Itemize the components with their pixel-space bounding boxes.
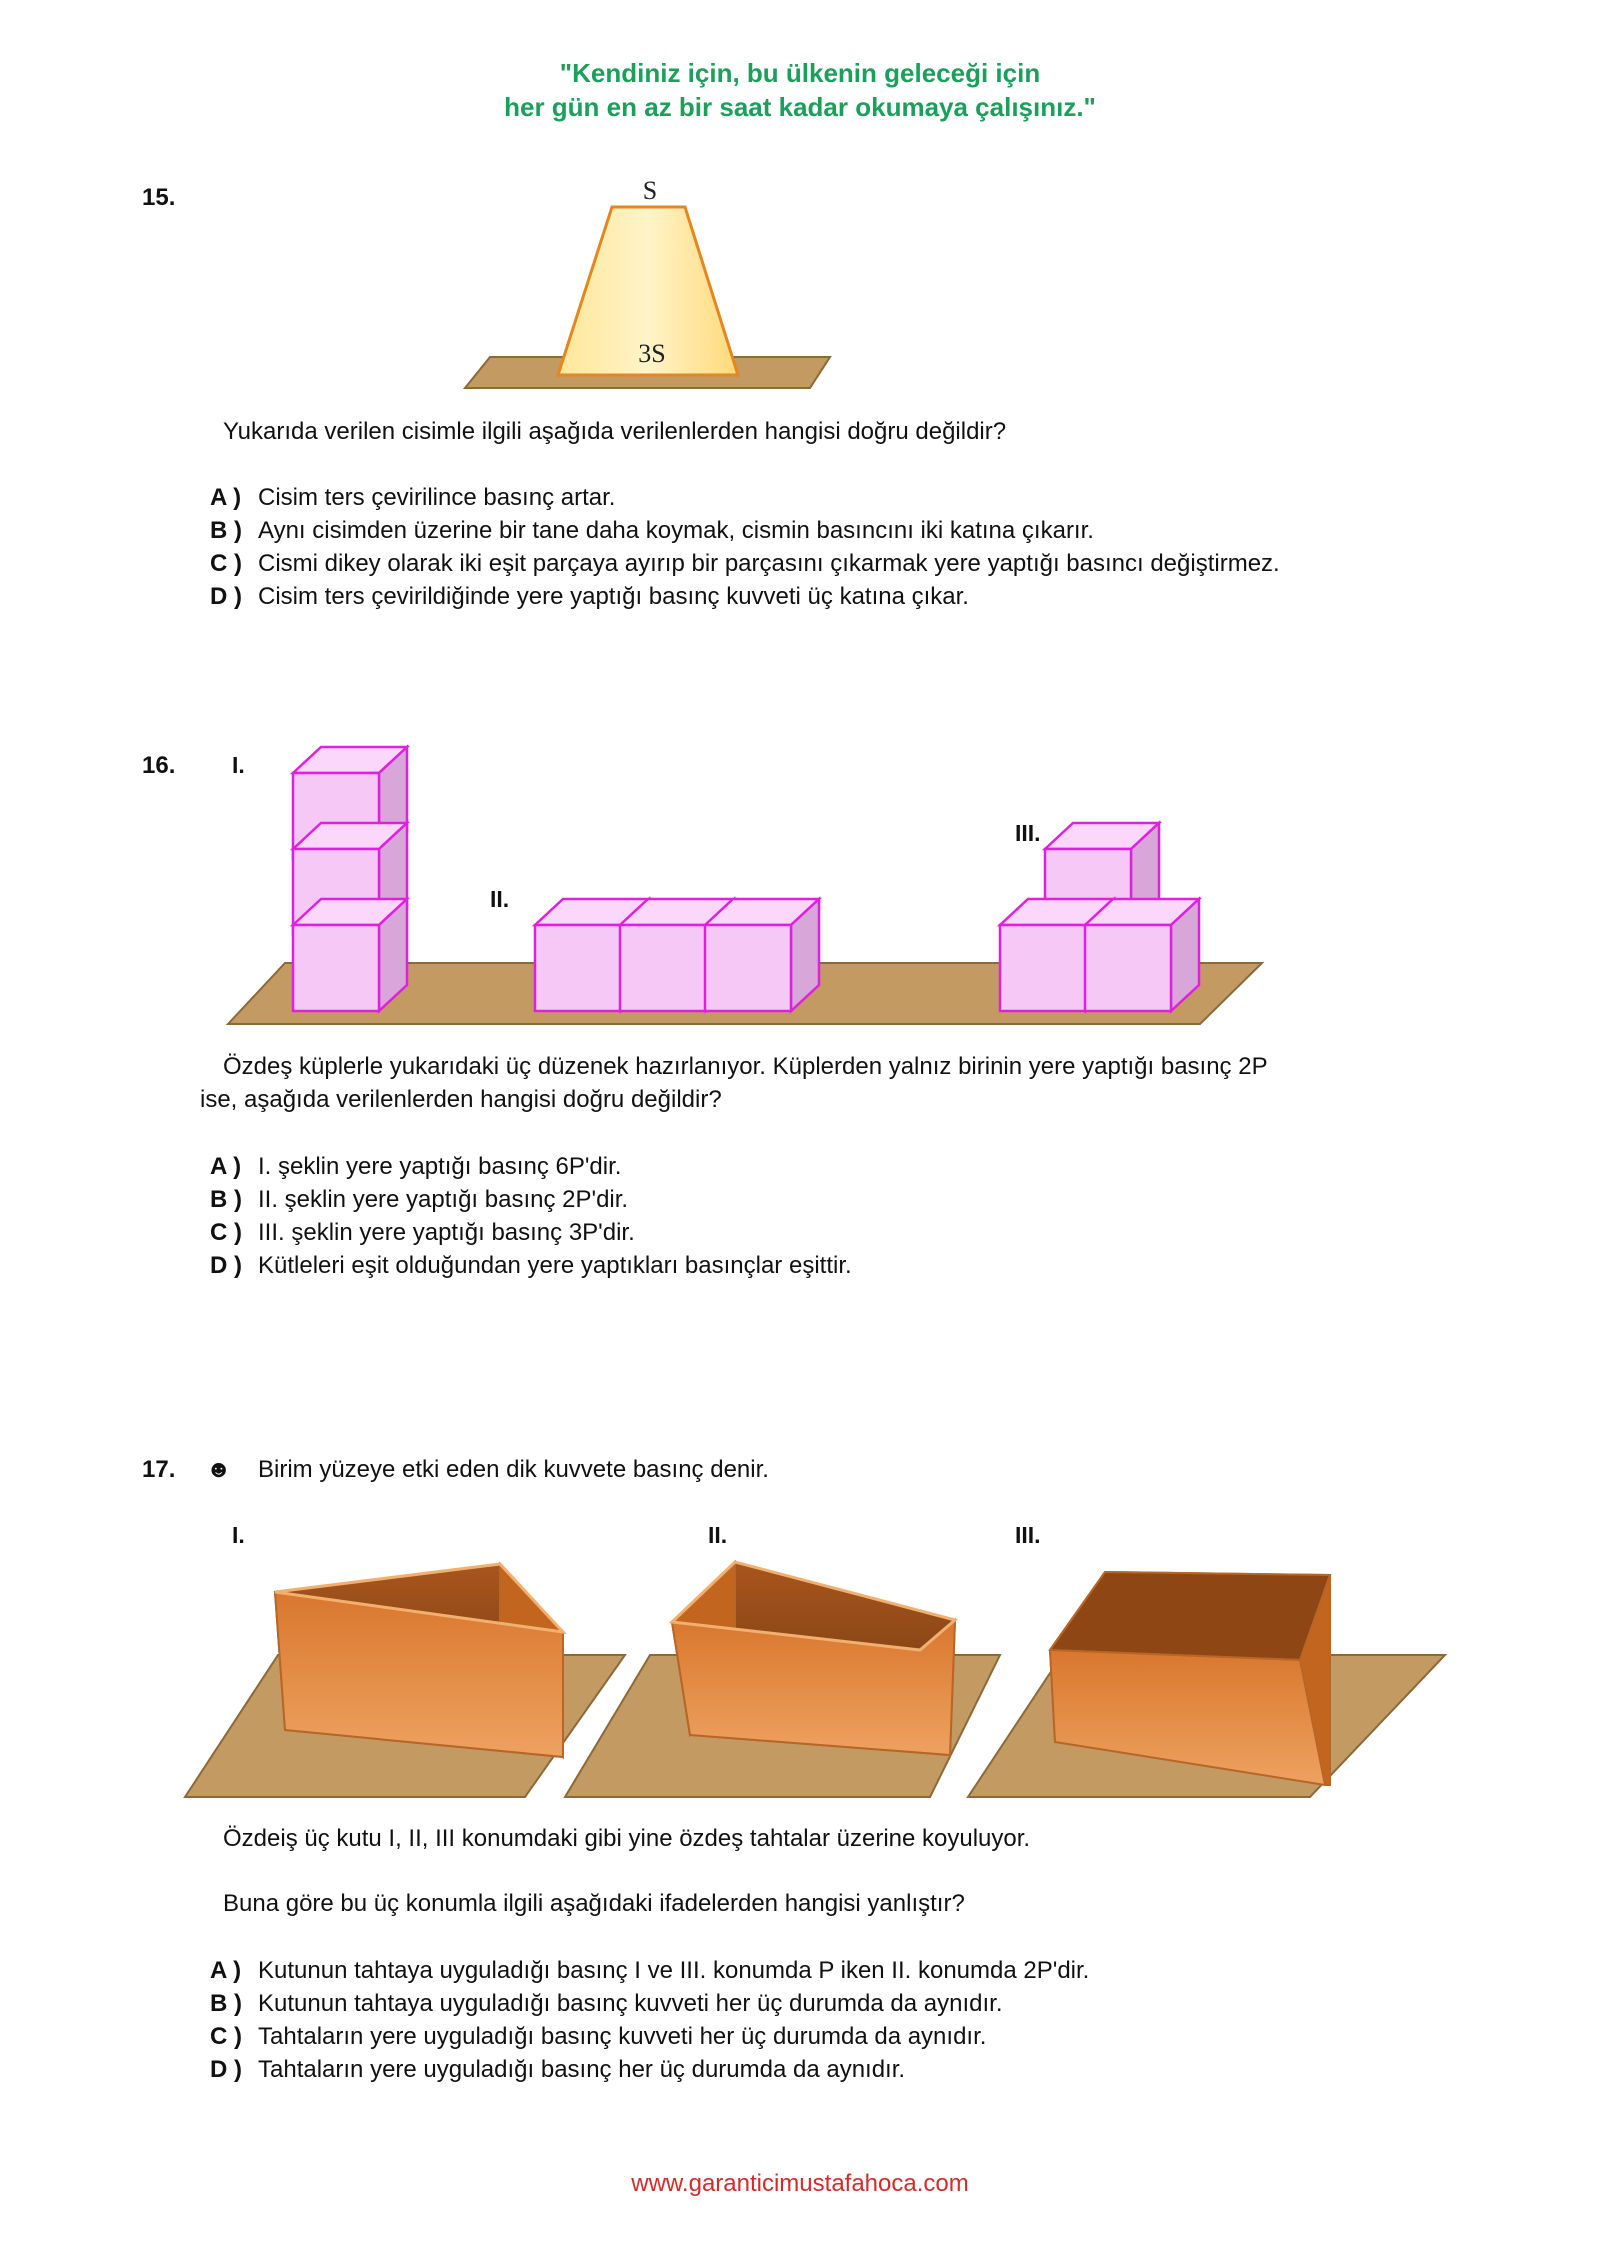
q17-statement: Birim yüzeye etki eden dik kuvvete basınç denir. <box>258 1456 769 1483</box>
option-text: Tahtaların yere uyguladığı basınç kuvveti her üç durumda da aynıdır. <box>258 2023 987 2050</box>
q17-label-iii: III. <box>1015 1522 1041 1548</box>
q16-label-iii: III. <box>1015 820 1041 846</box>
option-text: Aynı cisimden üzerine bir tane daha koymak, cismin basıncını iki katına çıkarır. <box>258 517 1094 544</box>
option-text: Tahtaların yere uyguladığı basınç her üç durumda da aynıdır. <box>258 2056 906 2083</box>
q17-question: Buna göre bu üç konumla ilgili aşağıdaki ifadelerden hangisi yanlıştır? <box>223 1890 965 1917</box>
q16-question-line-2: ise, aşağıda verilenlerden hangisi doğru değildir? <box>200 1086 722 1113</box>
option-text: Cisim ters çevirildiğinde yere yaptığı basınç kuvveti üç katına çıkar. <box>258 583 969 610</box>
q17-option-b[interactable] <box>210 1987 1089 2020</box>
option-letter: B ) <box>210 1186 242 1213</box>
q15-bottom-label: 3S <box>638 339 666 368</box>
option-text: I. şeklin yere yaptığı basınç 6P'dir. <box>258 1153 622 1180</box>
option-letter: A ) <box>210 484 242 511</box>
option-letter: C ) <box>210 2023 242 2050</box>
q15-question: Yukarıda verilen cisimle ilgili aşağıda verilenlerden hangisi doğru değildir? <box>223 418 1007 445</box>
option-letter: D ) <box>210 2056 242 2083</box>
q17-box-i <box>275 1564 563 1757</box>
option-text: Kutunun tahtaya uyguladığı basınç kuvveti her üç durumda da aynıdır. <box>258 1990 1003 2017</box>
option-text: III. şeklin yere yaptığı basınç 3P'dir. <box>258 1219 635 1246</box>
q17-options <box>210 1954 1089 2086</box>
q15-number: 15. <box>142 184 176 211</box>
option-letter: A ) <box>210 1957 242 1984</box>
motto-line-1: "Kendiniz için, bu ülkenin geleceği için <box>559 58 1041 88</box>
q16-number: 16. <box>142 752 176 779</box>
q17-intro: Özdeiş üç kutu I, II, III konumdaki gibi yine özdeş tahtalar üzerine koyuluyor. <box>223 1825 1031 1852</box>
q17-option-d[interactable] <box>210 2053 1089 2086</box>
option-text: II. şeklin yere yaptığı basınç 2P'dir. <box>258 1186 629 1213</box>
option-text: Kutunun tahtaya uyguladığı basınç I ve III. konumda P iken II. konumda 2P'dir. <box>258 1957 1090 1984</box>
q17-box-ii <box>672 1562 955 1755</box>
option-text: Cisim ters çevirilince basınç artar. <box>258 484 616 511</box>
option-letter: D ) <box>210 583 242 610</box>
q17-label-ii: II. <box>708 1522 728 1548</box>
q16-question-line-1: Özdeş küplerle yukarıdaki üç düzenek hazırlanıyor. Küplerden yalnız birinin yere yaptığı basınç 2P <box>223 1053 1268 1080</box>
option-letter: C ) <box>210 1219 242 1246</box>
option-text: Kütleleri eşit olduğundan yere yaptıkları basınçlar eşittir. <box>258 1252 852 1279</box>
option-letter: B ) <box>210 1990 242 2017</box>
q17-option-c[interactable] <box>210 2020 1089 2053</box>
q16-label-ii: II. <box>490 886 510 912</box>
q16-label-i: I. <box>232 752 245 778</box>
option-letter: A ) <box>210 1153 242 1180</box>
q17-number: 17. <box>142 1456 176 1483</box>
option-letter: C ) <box>210 550 242 577</box>
motto-line-2: her gün en az bir saat kadar okumaya çalışınız." <box>504 92 1096 122</box>
option-letter: B ) <box>210 517 242 544</box>
q17-option-a[interactable] <box>210 1954 1089 1987</box>
q15-top-label: S <box>642 176 658 205</box>
q17-label-i: I. <box>232 1522 245 1548</box>
option-letter: D ) <box>210 1252 242 1279</box>
option-text: Cismi dikey olarak iki eşit parçaya ayırıp bir parçasını çıkarmak yere yaptığı basıncı değiştirmez. <box>258 550 1280 577</box>
footer-url[interactable]: www.garanticimustafahoca.com <box>631 2170 969 2197</box>
q17-bullet-icon: ☻ <box>206 1456 232 1483</box>
